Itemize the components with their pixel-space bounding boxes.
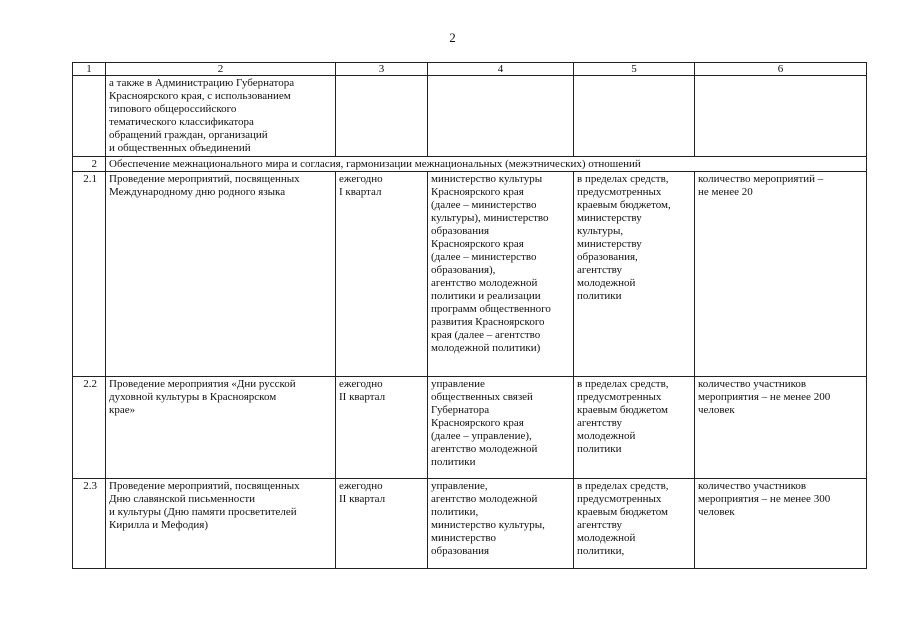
- text-line: молодежной: [577, 277, 636, 289]
- text-line: II квартал: [339, 391, 386, 403]
- row-number: 2.3: [73, 479, 106, 569]
- text-line: ежегодно: [339, 480, 383, 492]
- text-line: управление: [431, 378, 485, 390]
- text-line: количество мероприятий –: [698, 173, 824, 185]
- text-line: крае»: [109, 404, 136, 416]
- continuation-row: [73, 76, 867, 157]
- row-number: 2.2: [73, 377, 106, 479]
- text-line: Проведение мероприятия «Дни русской: [109, 378, 296, 390]
- text-line: и культуры (Дню памяти просветителей: [109, 506, 297, 518]
- plan-table: [72, 62, 867, 569]
- text-line: агентство молодежной: [431, 493, 538, 505]
- section-title: Обеспечение межнационального мира и согласия, гармонизации межнациональных (межэтнических) отношений: [106, 157, 867, 172]
- text-line: молодежной: [577, 430, 636, 442]
- text-line: не менее 20: [698, 186, 753, 198]
- text-line: политики: [577, 290, 622, 302]
- text-line: краевым бюджетом: [577, 506, 669, 518]
- header-cell: 1: [73, 63, 106, 76]
- cell-indicator: [695, 377, 867, 479]
- cell-period: [336, 479, 428, 569]
- header-cell: 2: [106, 63, 336, 76]
- text-line: Красноярского края, с использованием: [109, 90, 291, 102]
- cell-continuation-text: [106, 76, 336, 157]
- text-line: мероприятия – не менее 300: [698, 493, 831, 505]
- text-line: тематического классификатора: [109, 116, 254, 128]
- cell-event: [106, 377, 336, 479]
- text-line: (далее – управление),: [431, 430, 532, 442]
- header-cell: 3: [336, 63, 428, 76]
- text-line: духовной культуры в Красноярском: [109, 391, 277, 403]
- text-line: политики,: [431, 506, 479, 518]
- text-line: агентству: [577, 519, 622, 531]
- text-line: политики и реализации: [431, 290, 541, 302]
- text-line: агентству: [577, 417, 622, 429]
- cell-event: [106, 479, 336, 569]
- text-line: обращений граждан, организаций: [109, 129, 268, 141]
- text-line: министерство культуры,: [431, 519, 545, 531]
- text-line: образования,: [577, 251, 638, 263]
- cell-funding: [574, 479, 695, 569]
- text-line: Международному дню родного языка: [109, 186, 286, 198]
- text-line: Губернатора: [431, 404, 490, 416]
- cell-funding: [574, 172, 695, 377]
- text-line: (далее – министерство: [431, 251, 537, 263]
- text-line: Проведение мероприятий, посвященных: [109, 173, 300, 185]
- text-line: ежегодно: [339, 378, 383, 390]
- text-line: а также в Администрацию Губернатора: [109, 77, 295, 89]
- cell-indicator: [695, 479, 867, 569]
- text-line: человек: [698, 404, 735, 416]
- text-line: краевым бюджетом,: [577, 199, 671, 211]
- text-line: агентство молодежной: [431, 277, 538, 289]
- text-line: агентству: [577, 264, 622, 276]
- table-cell: [574, 76, 695, 157]
- row-number: 2.1: [73, 172, 106, 377]
- text-line: II квартал: [339, 493, 386, 505]
- cell-executors: [428, 377, 574, 479]
- text-line: ежегодно: [339, 173, 383, 185]
- text-line: политики: [577, 443, 622, 455]
- text-line: министерство культуры: [431, 173, 543, 185]
- header-cell: 4: [428, 63, 574, 76]
- text-line: Проведение мероприятий, посвященных: [109, 480, 300, 492]
- text-line: Красноярского края: [431, 238, 524, 250]
- table-row: [73, 377, 867, 479]
- text-line: культуры,: [577, 225, 624, 237]
- table-cell: [428, 76, 574, 157]
- text-line: министерство: [431, 532, 497, 544]
- cell-event: [106, 172, 336, 377]
- header-cell: 6: [695, 63, 867, 76]
- text-line: образования),: [431, 264, 496, 276]
- text-line: в пределах средств,: [577, 173, 669, 185]
- text-line: образования: [431, 545, 490, 557]
- text-line: в пределах средств,: [577, 480, 669, 492]
- text-line: предусмотренных: [577, 493, 662, 505]
- text-line: министерству: [577, 238, 642, 250]
- text-line: политики,: [577, 545, 625, 557]
- text-line: и общественных объединений: [109, 142, 251, 154]
- section-row: [73, 157, 867, 172]
- text-line: (далее – министерство: [431, 199, 537, 211]
- table-row: [73, 172, 867, 377]
- text-line: человек: [698, 506, 735, 518]
- page-number: 2: [449, 30, 456, 45]
- text-line: предусмотренных: [577, 391, 662, 403]
- table-cell: [336, 76, 428, 157]
- text-line: в пределах средств,: [577, 378, 669, 390]
- cell-indicator: [695, 172, 867, 377]
- text-line: краевым бюджетом: [577, 404, 669, 416]
- section-number: 2: [73, 157, 106, 172]
- text-line: Дню славянской письменности: [109, 493, 256, 505]
- text-line: министерству: [577, 212, 642, 224]
- text-line: мероприятия – не менее 200: [698, 391, 831, 403]
- text-line: I квартал: [339, 186, 382, 198]
- text-line: Красноярского края: [431, 417, 524, 429]
- cell-period: [336, 377, 428, 479]
- text-line: Красноярского края: [431, 186, 524, 198]
- text-line: агентство молодежной: [431, 443, 538, 455]
- text-line: края (далее – агентство: [431, 329, 541, 341]
- table-cell: [73, 76, 106, 157]
- text-line: общественных связей: [431, 391, 533, 403]
- text-line: типового общероссийского: [109, 103, 237, 115]
- cell-period: [336, 172, 428, 377]
- text-line: программ общественного: [431, 303, 551, 315]
- header-cell: 5: [574, 63, 695, 76]
- cell-executors: [428, 479, 574, 569]
- table-row: [73, 479, 867, 569]
- text-line: Кирилла и Мефодия): [109, 519, 209, 531]
- text-line: управление,: [431, 480, 488, 492]
- text-line: культуры), министерство: [431, 212, 549, 224]
- table-cell: [695, 76, 867, 157]
- header-row: [73, 63, 867, 76]
- text-line: молодежной политики): [431, 342, 541, 354]
- text-line: политики: [431, 456, 476, 468]
- cell-funding: [574, 377, 695, 479]
- text-line: молодежной: [577, 532, 636, 544]
- text-line: образования: [431, 225, 490, 237]
- text-line: количество участников: [698, 480, 807, 492]
- text-line: развития Красноярского: [431, 316, 545, 328]
- text-line: предусмотренных: [577, 186, 662, 198]
- cell-executors: [428, 172, 574, 377]
- text-line: количество участников: [698, 378, 807, 390]
